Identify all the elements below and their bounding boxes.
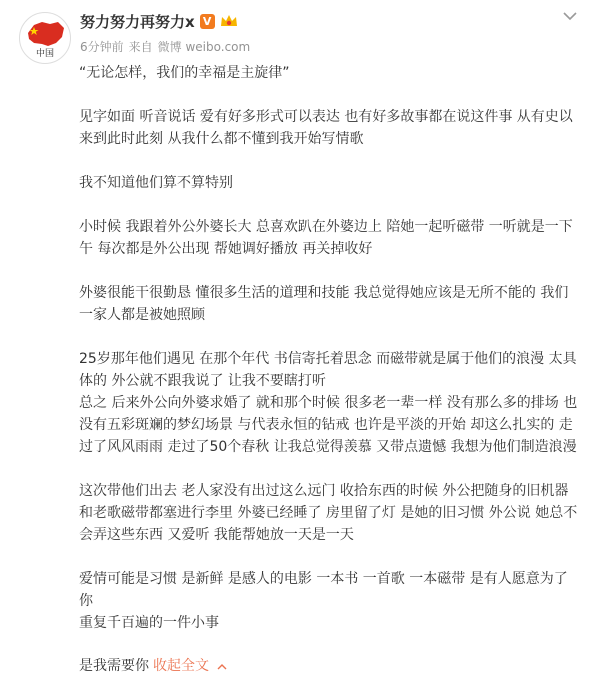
post-paragraph: 小时候 我跟着外公外婆长大 总喜欢趴在外婆边上 陪她一起听磁带 一听就是一下 午 每次都是外公出现 帮她调好播放 再关掉收好 <box>79 219 573 257</box>
avatar-text: 中国 <box>35 49 55 59</box>
post-last-line-text: 是我需要你 <box>79 658 149 674</box>
verified-v-badge-icon[interactable]: V <box>200 14 215 29</box>
username[interactable]: 努力努力再努力x <box>80 12 195 31</box>
collapse-full-text-link[interactable]: 收起全文 <box>153 658 209 674</box>
avatar[interactable] <box>19 12 71 64</box>
chevron-down-icon[interactable] <box>562 10 578 22</box>
post-body <box>79 62 579 634</box>
name-row <box>80 10 239 32</box>
post-paragraph: “无论怎样，我们的幸福是主旋律” <box>79 65 290 81</box>
meta-row <box>80 38 250 55</box>
vip-crown-icon[interactable] <box>219 13 239 29</box>
source-link[interactable]: 微博 weibo.com <box>157 40 251 54</box>
chevron-up-icon[interactable] <box>217 663 227 670</box>
post-paragraph: 爱情可能是习惯 是新鲜 是感人的电影 一本书 一首歌 一本磁带 是有人愿意为了你 重复千百遍的一件小事 <box>79 571 568 631</box>
post-paragraph: 25岁那年他们遇见 在那个年代 书信寄托着思念 而磁带就是属于他们的浪漫 太具 体的 外公就不跟我说了 让我不要瞎打听 总之 后来外公向外婆求婚了 就和那个时候 很多老一辈一样 没有那么多的排场 也 没有五彩斑斓的梦幻场景 与代表永恒的钻戒 也许是平淡的开始 却这么扎实的 走 过了风风雨雨 走过了50个春秋 让我总觉得羡慕 又带点遗憾 我想为他们制造浪漫 <box>79 351 578 455</box>
post-paragraph: 见字如面 听音说话 爱有好多形式可以表达 也有好多故事都在说这件事 从有史以 来到此时此刻 从我什么都不懂到我开始写情歌 <box>79 109 573 147</box>
post-paragraph: 外婆很能干很勤恳 懂很多生活的道理和技能 我总觉得她应该是无所不能的 我们 一家人都是被她照顾 <box>79 285 569 323</box>
avatar-china-map-icon <box>20 13 70 63</box>
post-last-line <box>79 655 227 677</box>
post-paragraph: 这次带他们出去 老人家没有出过这么远门 收拾东西的时候 外公把随身的旧机器 和老歌磁带都塞进行李里 外婆已经睡了 房里留了灯 是她的旧习惯 外公说 她总不 会弄这些东西 又爱听 我能帮她放一天是一天 <box>79 483 578 543</box>
post-paragraph: 我不知道他们算不算特别 <box>79 175 233 191</box>
source-prefix: 来自 <box>128 40 153 54</box>
post-header <box>0 0 598 66</box>
post-time[interactable]: 6分钟前 <box>80 40 124 54</box>
